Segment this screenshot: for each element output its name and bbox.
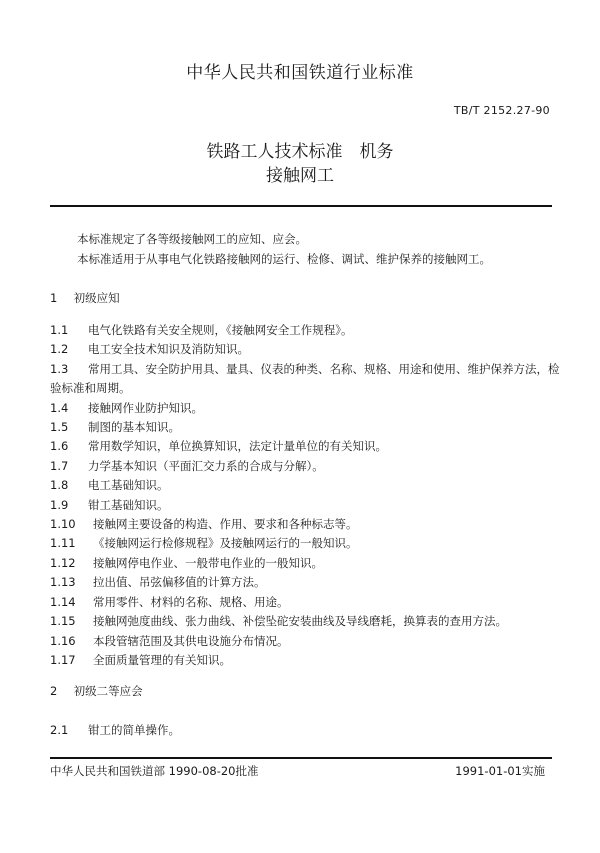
- section-number: 1: [50, 291, 58, 305]
- intro: [77, 229, 491, 269]
- list-item: 1.2 电工安全技术知识及消防知识。: [50, 342, 249, 357]
- list-item: 1.16 本段管辖范围及其供电设施分布情况。: [50, 633, 289, 648]
- list-item: 1.11 《接触网运行检修规程》及接触网运行的一般知识。: [50, 536, 358, 551]
- list-item: 1.4 接触网作业防护知识。: [50, 400, 203, 415]
- list-item: 1.3 常用工具、安全防护用具、量具、仪表的种类、名称、规格、用途和使用、维护保养方法，检验标准和周期。: [50, 361, 560, 396]
- list-item: 1.9 钳工基础知识。: [50, 497, 169, 512]
- list-item: 1.10 接触网主要设备的构造、作用、要求和各种标志等。: [50, 517, 358, 532]
- org-title: 中华人民共和国铁道行业标准: [186, 63, 414, 83]
- document-title: [0, 140, 600, 188]
- footer-divider: [50, 757, 552, 759]
- title-line-2: 接触网工: [266, 166, 334, 186]
- list-item: 1.1 电气化铁路有关安全规则，《接触网安全工作规程》。: [50, 323, 353, 337]
- section-number: 2: [50, 684, 58, 698]
- list-item: 2.1 钳工的简单操作。: [50, 723, 180, 737]
- effective-date: 1991-01-01实施: [455, 764, 545, 778]
- approval-note: 中华人民共和国铁道部 1990-08-20批准: [50, 764, 259, 778]
- list-item: 1.17 全面质量管理的有关知识。: [50, 652, 231, 667]
- standard-code: TB/T 2152.27-90: [453, 104, 550, 117]
- title-line-1: 铁路工人技术标准 机务: [206, 142, 394, 162]
- intro-paragraph-2: 本标准适用于从事电气化铁路接触网的运行、检修、调试、维护保养的接触网工。: [77, 252, 491, 266]
- list-item: 1.15 接触网弛度曲线、张力曲线、补偿坠砣安装曲线及导线磨耗，换算表的查用方法。: [50, 614, 507, 629]
- section-2-items: [50, 721, 560, 740]
- section-title: 初级二等应会: [73, 684, 143, 698]
- list-item: 1.7 力学基本知识（平面汇交力系的合成与分解）。: [50, 458, 324, 473]
- list-item: 1.5 制图的基本知识。: [50, 420, 180, 435]
- list-item: 1.6 常用数学知识，单位换算知识，法定计量单位的有关知识。: [50, 439, 387, 454]
- list-item: 1.13 拉出值、吊弦偏移值的计算方法。: [50, 575, 266, 590]
- intro-paragraph-1: 本标准规定了各等级接触网工的应知、应会。: [77, 232, 307, 246]
- section-heading-1: [50, 290, 120, 306]
- list-item: 1.8 电工基础知识。: [50, 478, 169, 493]
- section-1-items: [50, 321, 560, 670]
- section-heading-2: [50, 683, 143, 699]
- list-item: 1.14 常用零件、材料的名称、规格、用途。: [50, 594, 289, 609]
- list-item: 1.12 接触网停电作业、一般带电作业的一般知识。: [50, 555, 323, 570]
- section-title: 初级应知: [73, 291, 120, 305]
- header-divider: [50, 205, 552, 207]
